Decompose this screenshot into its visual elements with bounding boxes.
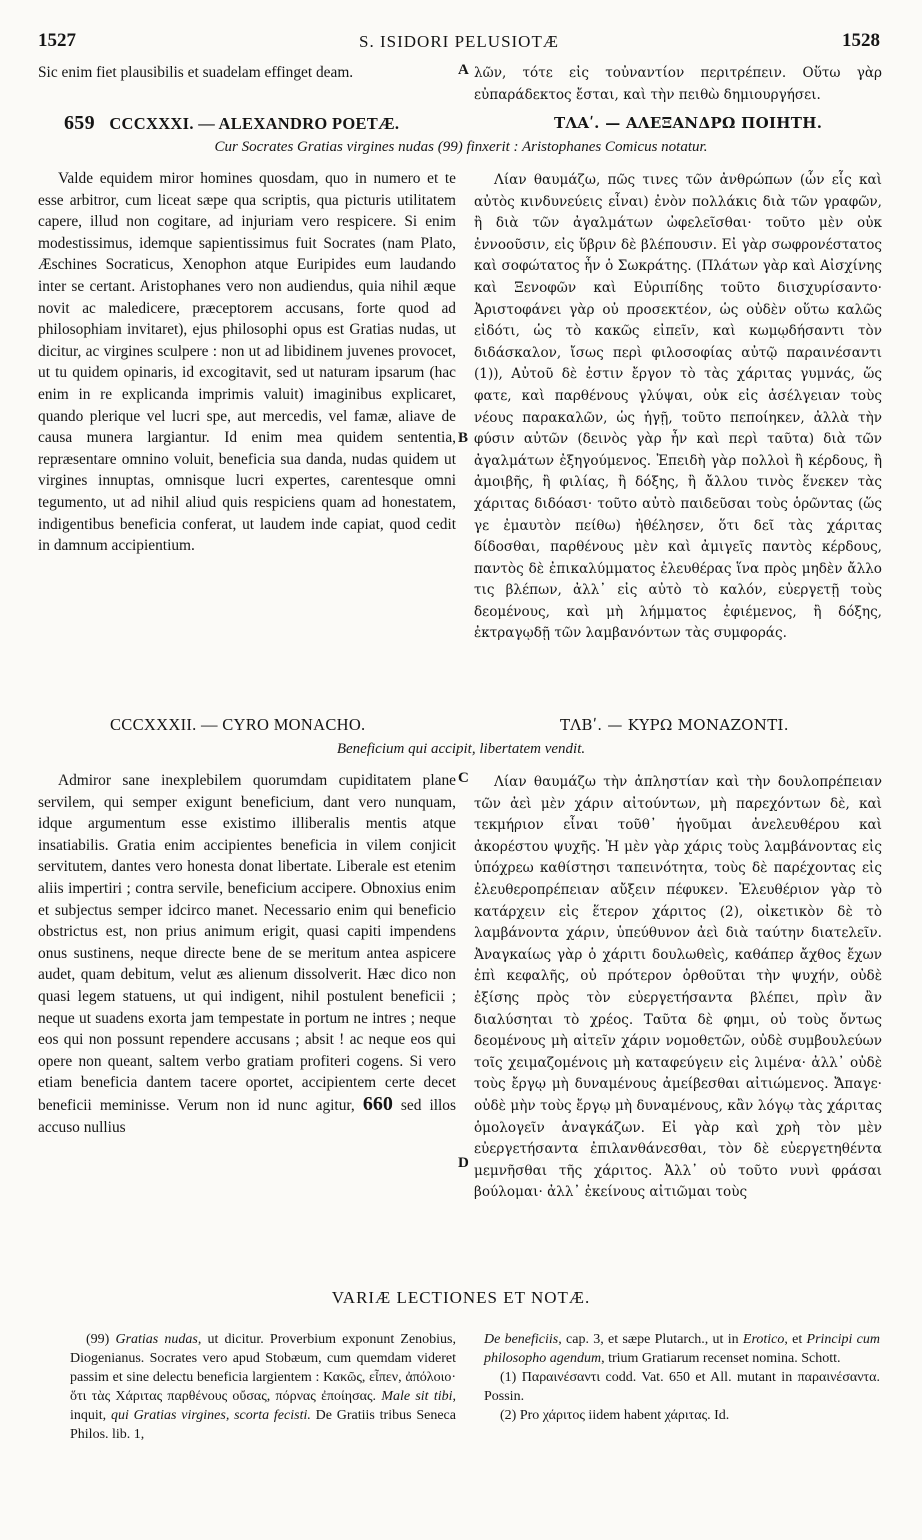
marker-b: B [458,430,469,446]
notes-right-column [484,1330,880,1425]
note-2: (2) Pro χάριτος iidem habent χάριτας. Id. [500,1408,730,1423]
letter-331-latin-title: 659 CCCXXXI. — ALEXANDRO POETÆ. [64,112,400,134]
running-title: S. ISIDORI PELUSIOTÆ [359,32,559,51]
notes-left-column [70,1330,456,1444]
running-header [38,30,880,58]
column-number-660: 660 [362,1092,393,1115]
top-greek-continuation: λῶν, τότε εἰς τοὐναντίον περιτρέπειν. Οὕτω γὰρ εὐπαράδεκτος ἔσται, καὶ τὴν πειθὼ δημιουργήσει. [474,65,882,103]
column-number-659: 659 [64,112,95,134]
letter-332-latin-title: CCCXXXII. — CYRO MONACHO. [110,715,366,734]
marker-d: D [458,1155,469,1171]
note-99: (99) Gratias nudas, ut dicitur. Proverbium exponunt Zenobius, Diogenianus. Socrates vero apud Stobæum, cum quemdam videret passim et sine delectu beneficia largientem : Κακῶς, εἶπεν, ἀπόλοιο· ὅτι τὰς Χάριτας παρθένους οὔσας, πόρνας ἐποίησας. Male sit tibi, inquit, qui Gratias virgines, scorta fecisti. De Gratiis tribus Seneca Philos. lib. 1, [70,1332,456,1442]
letter-332-greek-title: ΤΛΒʹ. — ΚΥΡΩ ΜΟΝΑΖΟΝΤΙ. [560,716,789,734]
top-latin-continuation: Sic enim fiet plausibilis et suadelam effinget deam. [38,64,354,81]
letter-331-subtitle: Cur Socrates Gratias virgines nudas (99) finxerit : Aristophanes Comicus notatur. [214,139,708,155]
note-99-continued: De beneficiis, cap. 3, et sæpe Plutarch., ut in Erotico, et Principi cum philosopho agendum, trium Gratiarum recenset nomina. Schott. [484,1332,881,1366]
letter-332-latin-body: Admiror sane inexplebilem quorumdam cupiditatem plane servilem, qui semper exigunt beneficium, dant vero nunquam, idque argumentum esse existimo illiberalis mentis atque insatiabilis. Gratia enim accipientes beneficia in vilem conjicit servitutem, dantes vero honesta donat libertate. Liberale est etenim aliis impertiri ; contra servile, beneficium accipere. Obnoxius enim et subjectus semper idcirco manet. Necessario enim qui beneficio obstrictus est, non prius animum erigit, quasi capiti impendens onus sustinens, neque directe bene de se meritum antea aspicere audet, quam debitum, velut æs alienum dissolverit. Hæc dico non quasi legem statuens, ut qui indigent, nihil postulent beneficii ; neque ut suadens exorta jam tempestate in portum ne intres ; neque eos qui non possunt rependere accusans ; absit ! ac neque eos qui opere non queant, saltem verbo gratiam profiteri cogens. Si vero etiam beneficia dantem tacere oportet, accipientem certe decet beneficii meminisse. Verum non id nunc agitur, 660 sed illos accuso nullius [38,772,456,1136]
letter-331-greek-body: Λίαν θαυμάζω, πῶς τινες τῶν ἀνθρώπων (ὧν εἷς καὶ αὐτὸς κινδυνεύεις εἶναι) ἐνὸν πολλάκις διὰ τῶν γραφῶν, ἢ διὰ τῶν ἀγαλμάτων ὠφελεῖσθαι· τοῦτο μὲν οὐκ ἐννοοῦσιν, εἰς ὕβριν δὲ βλέπουσιν. Εἰ γὰρ σωφρονέστατος καὶ σοφώτατος ἦν ὁ Σωκράτης. (Πλάτων γὰρ καὶ Αἰσχίνης καὶ Ξενοφῶν καὶ Εὐριπίδης τοῦτο διισχυρίσαντο· Ἀριστοφάνει γὰρ οὐ προσεκτέον, ὡς οὐδὲν οὕτω καλῶς εἰδότι, ὡς τὸ κακῶς εἰπεῖν, καὶ κωμῳδήσαντι τὸν διδάσκαλον, ἴσως περὶ φιλοσοφίας αὐτῷ παραινέσαντι (1)), Αὐτοῦ δὲ ἐστιν ἔργον τὸ τὰς χάριτας γυμνάς, ὥς φατε, καὶ παρθένους γλύψαι, οὐκ εἰς ἀσέλγειαν τοὺς νέους παρακαλῶν, ὡς ἡγῇ, τοῦτο πεποίηκεν, ἀλλὰ τὴν φύσιν αὐτῶν (δεινὸς γὰρ ἦν καὶ περὶ ταῦτα) διὰ τῶν ἀγαλμάτων ἐξηγούμενος. Ἐπειδὴ γὰρ πολλοὶ ἢ κέρδους, ἢ ἀμοιβῆς, ἢ φιλίας, ἢ δόξης, ἢ ἄλλου τινὸς ἕνεκεν τὰς χάριτας διδόασι· τοῦτο αὐτὸ παιδεῦσαι τοὺς ὁρῶντας (ὥς γε ἐμαυτὸν πείθω) ἠθέλησεν, ὅτι δεῖ τὰς χάριτας δίδοσθαι, παρθένους μὲν καὶ ἀμιγεῖς παντὸς κέρδους, παντὸς δὲ ἐπικαλύμματος ἐλευθέρας ἵνα πρὸς μηδὲν ἄλλο τις βλέπων, ἀλλ᾽ εἰς αὐτὸ τὸ καλόν, εὐεργετῇ τοὺς δεομένους, καὶ μὴ λήμματος ἐφιέμενος, ἢ δόξης, ἐκτραγῳδῇ τῶν λαμβανόντων τὰς συμφοράς. [474,172,882,642]
marker-c: C [458,770,469,786]
letter-331-latin-body: Valde equidem miror homines quosdam, quo in numero et te esse arbitror, cum liceat sæpe qua scriptis, qua picturis utilitatem capere, illud non cogitare, ad injuriam vero respicere. Si enim modestissimus, idemque sapientissimus fuit Socrates (nam Plato, Æschines Socraticus, Xenophon atque Euripides eum laudando inter se certant. Aristophanes vero non audiendus, quia nihil æque novit ac maledicere, præceptorem accusans, forte quod ad philosophiam invitaret), ejus philosophi opus est Gratias nudas, ut dicitur, ac virgines sculpere : non ut ad libidinem juvenes provocet, ut tu quidem opinaris, id excogitavit, sed ut naturam ipsarum (hac enim in re explicanda imprimis valuit) imaginibus explicaret, quando plerique vel lucri spe, aut mercedis, vel famæ, aliave de causa munera largiantur. Id enim mea quidem sententia, repræsentare omnino voluit, beneficia sua danda, nudas quidem ut virgines innuptas, omnisque lucri expertes, carentesque omni tegumento, ut ad nihil aliud quis respiciens quam ad honestatem, indigentibus beneficia conferat, ut laudem inde capiat, quod cedit in damnum accipientium. [38,170,456,555]
letter-331-greek-title: ΤΛΑʹ. — ΑΛΕΞΑΝΔΡΩ ΠΟΙΗΤΗ. [554,114,823,132]
notes-title: VARIÆ LECTIONES ET NOTÆ. [331,1288,591,1307]
note-1: (1) Παραινέσαντι codd. Vat. 650 et All. mutant in παραινέσαντα. Possin. [484,1370,880,1404]
marker-a: A [458,62,469,78]
letter-332-greek-body: Λίαν θαυμάζω τὴν ἀπληστίαν καὶ τὴν δουλοπρέπειαν τῶν ἀεὶ μὲν χάριν αἰτούντων, μὴ παρεχόντων δὲ, καὶ τεκμήριον εἶναι τοῦθ᾽ ἡγοῦμαι ἀνελευθέρου καὶ ἀκορέστου ψυχῆς. Ἡ μὲν γὰρ χάρις τοὺς λαμβάνοντας εἰς ὑπόχρεω καθίστησι ταπεινότητα, τοὺς δὲ παρέχοντας εἰς ἐλευθεροπρέπειαν αὔξειν πέφυκεν. Ἐλευθέριον γὰρ τὸ κατάρχειν εἰς ἕτερον χάριτος (2), οἰκετικὸν δὲ τὸ λαμβάνοντα χάριν, ὑπεύθυνον ἀεὶ διὰ ταύτην διατελεῖν. Ἀναγκαίως γὰρ ὁ χάριτι δουλωθεὶς, καθάπερ ἄχθος ἔχων ἐπὶ κεφαλῆς, οὐ πρότερον ὀρθοῦται τὴν ψυχήν, οὐδὲ ἐξίσης πρὸς τὸν εὐεργετήσαντα βλέπει, πρὶν ἂν διαλύσηται τὸ χρέος. Ταῦτα δὲ φημι, οὐ τοὺς ὄντως δεομένους μὴ αἰτεῖν χάριν νομοθετῶν, οὐδὲ συμβουλεύων τοῖς χειμαζομένοις μὴ καταφεύγειν εἰς λιμένα· ἀλλ᾽ οὐδὲ τοὺς ἔργῳ μὴ δυναμένους ἀμείβεσθαι αἰτιώμενος. Ἄπαγε· οὐδὲ μὴν τοὺς ἔργῳ μὴ δυναμένους, κἂν λόγῳ τὰς χάριτας ὁμολογεῖν ἀναγκάζων. Εἰ γὰρ καὶ χρὴ τὸν μὲν εὐεργετήσαντα ἐπιλανθάνεσθαι, τὸν δὲ εὐεργετηθέντα μεμνῆσθαι τῆς χάριτος. Ἀλλ᾽ οὐ τοῦτο νυνὶ φράσαι βούλομαι· ἀλλ᾽ ἐκείνους αἰτιῶμαι τοὺς [474,774,882,1201]
page-number-right: 1528 [842,30,880,51]
page-number-left: 1527 [38,30,76,51]
letter-332-subtitle: Beneficium qui accipit, libertatem vendit. [336,741,586,757]
